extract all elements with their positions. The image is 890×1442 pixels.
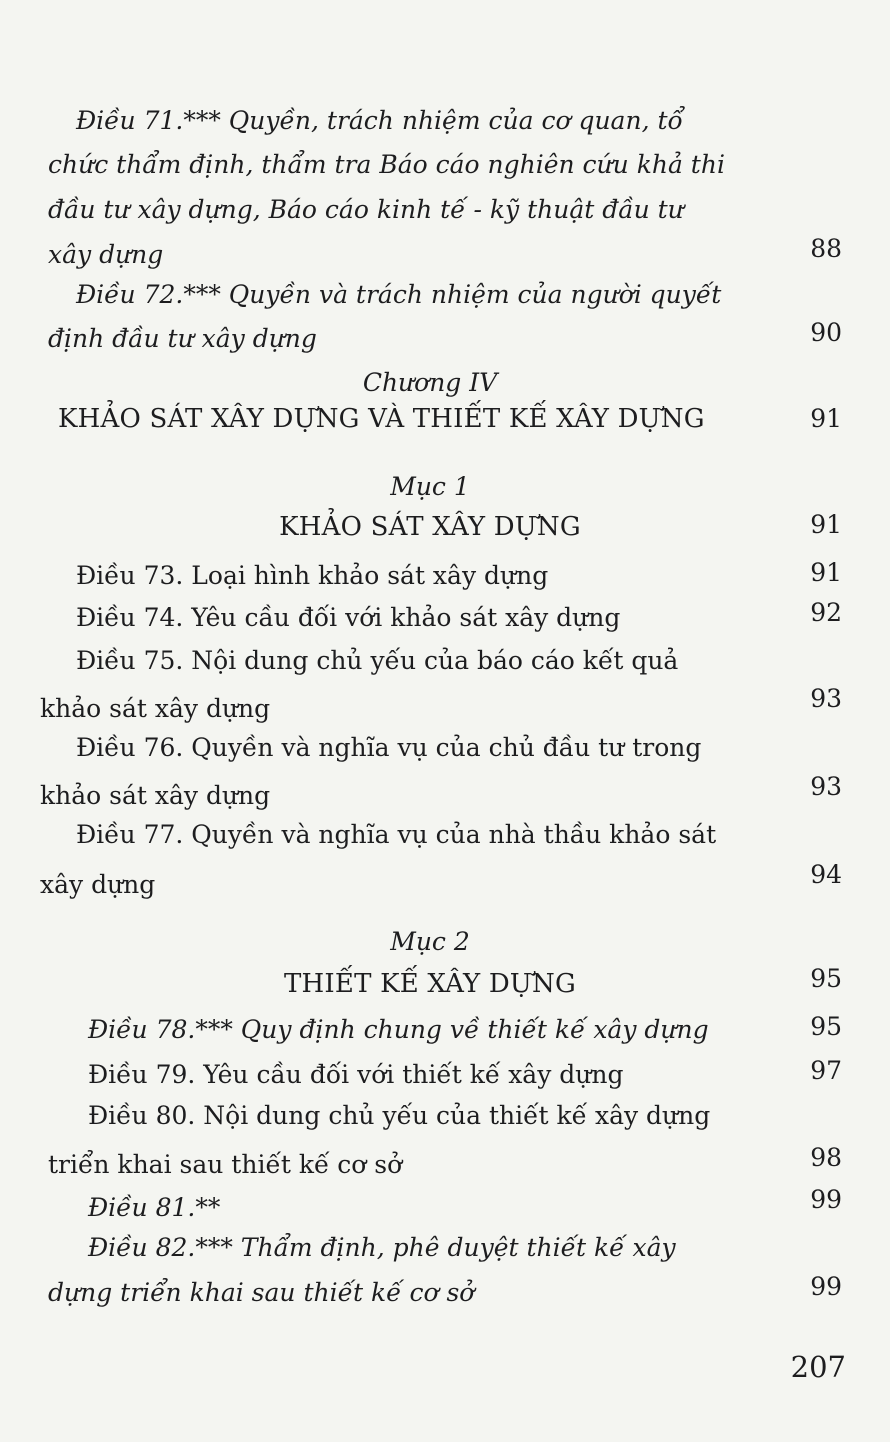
toc-entry-71-page: 88 (810, 234, 842, 263)
toc-entry-71-line-4: xây dựng (48, 240, 164, 269)
toc-entry-82-line-2: dựng triển khai sau thiết kế cơ sở (48, 1278, 475, 1307)
section-1-label: Mục 1 (390, 472, 470, 501)
toc-entry-81: Điều 81.** (88, 1193, 221, 1222)
toc-entry-74: Điều 74. Yêu cầu đối với khảo sát xây dựng (76, 603, 621, 632)
toc-entry-75-line-2: khảo sát xây dựng (40, 694, 271, 723)
toc-entry-76-line-1: Điều 76. Quyền và nghĩa vụ của chủ đầu tư trong (76, 733, 702, 762)
section-1-title: KHẢO SÁT XÂY DỰNG (279, 512, 581, 542)
section-2-page: 95 (810, 964, 842, 993)
section-2-label: Mục 2 (390, 927, 470, 956)
toc-entry-80-line-2: triển khai sau thiết kế cơ sở (48, 1150, 403, 1179)
section-2-title: THIẾT KẾ XÂY DỰNG (284, 969, 576, 999)
toc-entry-73-page: 91 (810, 558, 842, 587)
toc-entry-81-page: 99 (810, 1185, 842, 1214)
page-number: 207 (790, 1350, 846, 1384)
section-1-page: 91 (810, 510, 842, 539)
toc-entry-73: Điều 73. Loại hình khảo sát xây dựng (76, 561, 549, 590)
toc-entry-76-line-2: khảo sát xây dựng (40, 781, 271, 810)
toc-entry-78-page: 95 (810, 1012, 842, 1041)
toc-entry-72-line-2: định đầu tư xây dựng (48, 324, 317, 353)
chapter-label: Chương IV (362, 368, 498, 397)
toc-entry-82-line-1: Điều 82.*** Thẩm định, phê duyệt thiết kế xây (88, 1233, 676, 1262)
toc-entry-77-line-1: Điều 77. Quyền và nghĩa vụ của nhà thầu khảo sát (76, 820, 717, 849)
toc-entry-71-line-2: chức thẩm định, thẩm tra Báo cáo nghiên cứu khả thi (48, 150, 725, 179)
toc-entry-78: Điều 78.*** Quy định chung về thiết kế xây dựng (88, 1015, 709, 1044)
toc-entry-71-line-3: đầu tư xây dựng, Báo cáo kinh tế - kỹ thuật đầu tư (48, 195, 684, 224)
toc-entry-72-line-1: Điều 72.*** Quyền và trách nhiệm của người quyết (76, 280, 722, 309)
chapter-page: 91 (810, 404, 842, 433)
toc-entry-77-page: 94 (810, 860, 842, 889)
toc-entry-71-line-1: Điều 71.*** Quyền, trách nhiệm của cơ quan, tổ (76, 106, 683, 135)
toc-entry-75-line-1: Điều 75. Nội dung chủ yếu của báo cáo kết quả (76, 646, 679, 675)
toc-entry-80-page: 98 (810, 1143, 842, 1172)
toc-entry-79: Điều 79. Yêu cầu đối với thiết kế xây dựng (88, 1060, 624, 1089)
toc-entry-74-page: 92 (810, 598, 842, 627)
toc-entry-79-page: 97 (810, 1056, 842, 1085)
toc-entry-75-page: 93 (810, 684, 842, 713)
toc-entry-77-line-2: xây dựng (40, 870, 156, 899)
chapter-title: KHẢO SÁT XÂY DỰNG VÀ THIẾT KẾ XÂY DỰNG (58, 404, 705, 434)
toc-entry-80-line-1: Điều 80. Nội dung chủ yếu của thiết kế xây dựng (88, 1101, 711, 1130)
toc-entry-76-page: 93 (810, 772, 842, 801)
toc-entry-82-page: 99 (810, 1272, 842, 1301)
toc-entry-72-page: 90 (810, 318, 842, 347)
